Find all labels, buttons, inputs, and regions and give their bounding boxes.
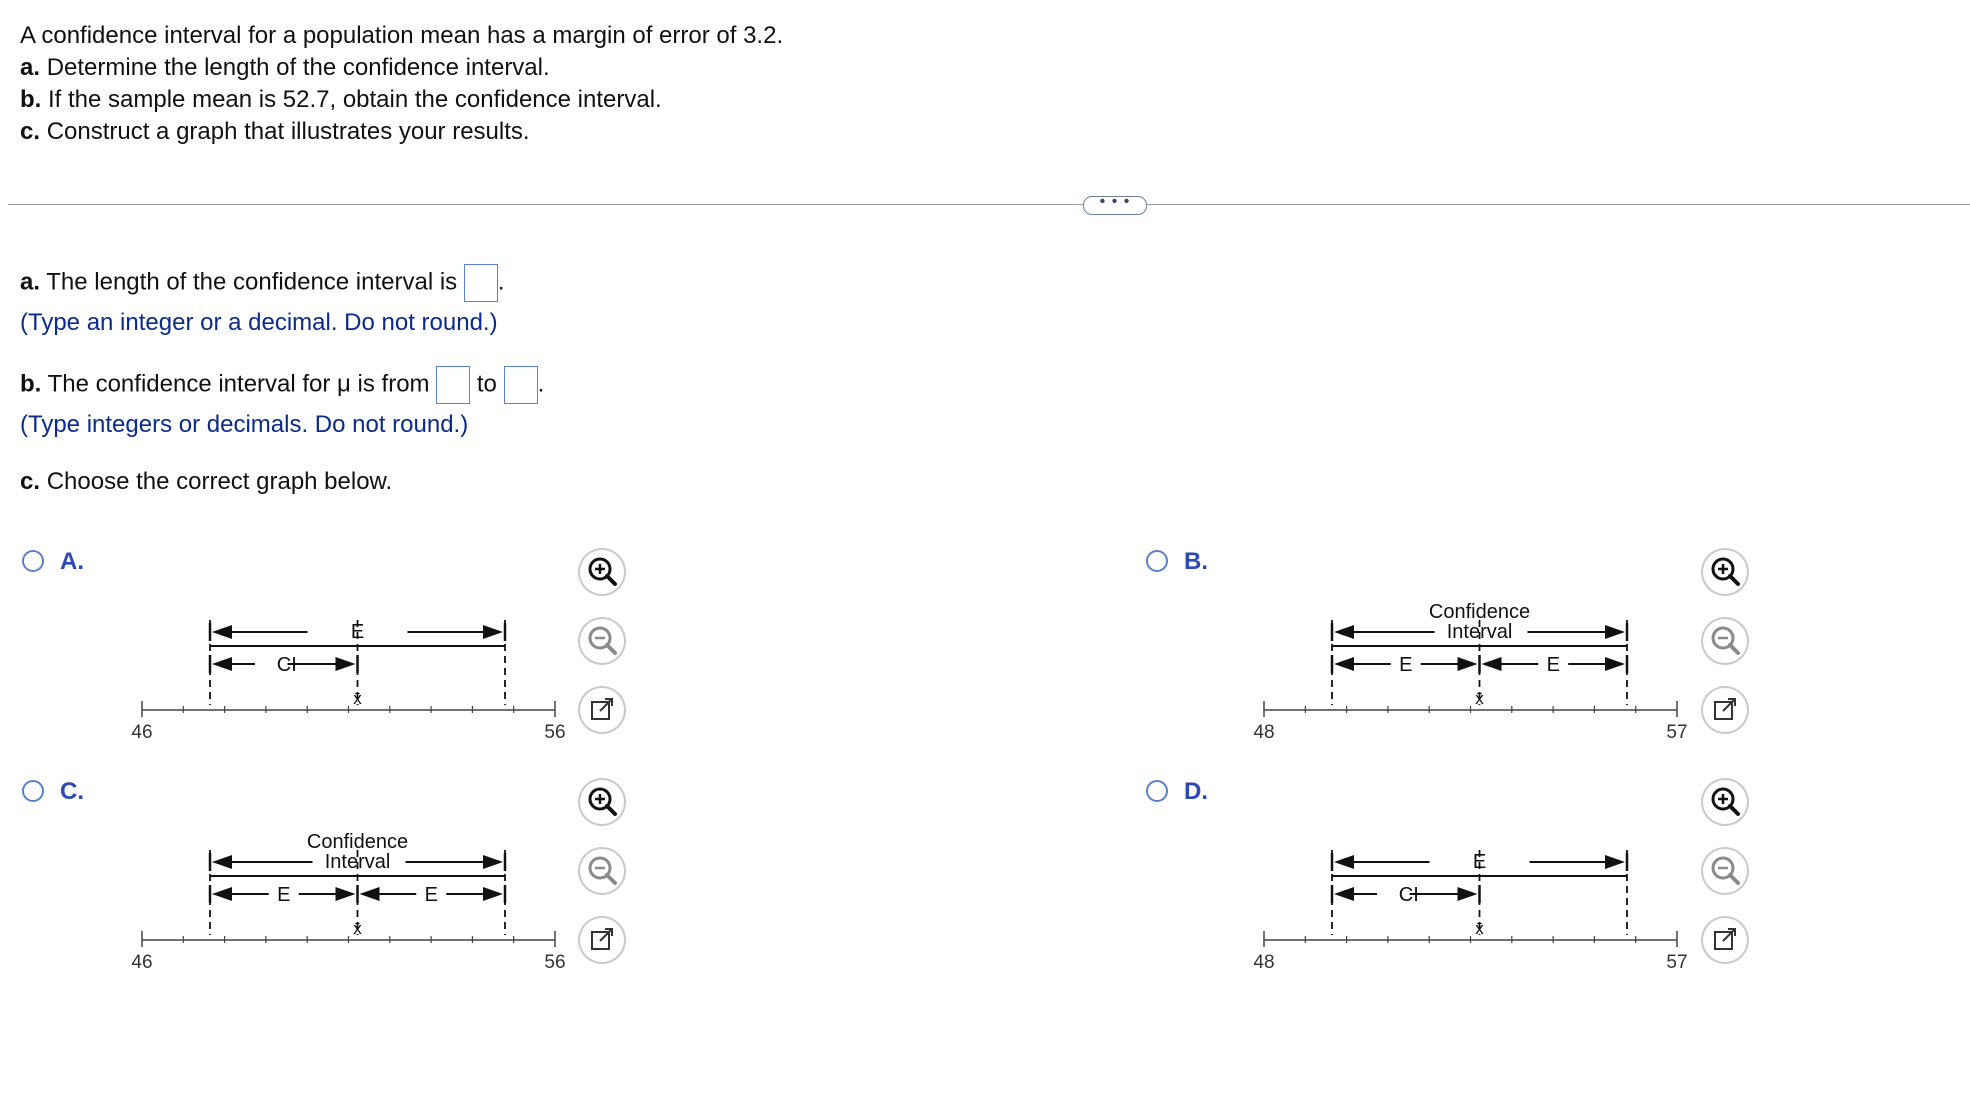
right-arrowhead (483, 855, 503, 869)
bottom-left-arrow-label: E (277, 884, 291, 906)
option-c-graph (120, 810, 580, 980)
option-b-label: B. (1184, 548, 1208, 575)
bottom-arrow-label: CI (1398, 884, 1419, 906)
option-d-radio[interactable] (1146, 780, 1168, 802)
option-d-popout-button[interactable] (1703, 918, 1747, 962)
option-c-zoom-out-button[interactable] (580, 849, 624, 893)
part-c-prompt: c. Choose the correct graph below. (20, 468, 393, 495)
part-a-prompt: a. The length of the confidence interval is . (20, 264, 505, 302)
axis-max-label: 57 (1666, 722, 1688, 743)
option-d-zoom-out-button[interactable] (1703, 849, 1747, 893)
axis-max-label: 56 (544, 722, 566, 743)
xbar-label: x̄ (353, 919, 362, 938)
left-arrowhead (212, 625, 232, 639)
center-left-arrowhead (336, 887, 356, 901)
option-b-radio[interactable] (1146, 550, 1168, 572)
zoom-out-icon (580, 619, 624, 663)
right-arrowhead (1605, 625, 1625, 639)
zoom-out-icon (1703, 619, 1747, 663)
option-c-label: C. (60, 778, 84, 805)
zoom-out-icon (580, 849, 624, 893)
section-divider (8, 204, 1970, 205)
option-a-label: A. (60, 548, 84, 575)
right-arrowhead (336, 657, 356, 671)
question-line-3: b. If the sample mean is 52.7, obtain the confidence interval. (20, 86, 662, 113)
bottom-right-arrow-label: E (1546, 654, 1560, 676)
left-arrowhead (212, 855, 232, 869)
part-b-hint: (Type integers or decimals. Do not round.) (20, 411, 469, 438)
center-right-arrowhead (1482, 657, 1502, 671)
part-b-from-input[interactable] (436, 366, 470, 404)
option-b-graph (1242, 580, 1702, 750)
zoom-in-icon (580, 780, 624, 824)
zoom-in-icon (1703, 550, 1747, 594)
popout-icon (1703, 688, 1747, 732)
option-d-graph (1242, 810, 1702, 980)
right-arrowhead (1458, 887, 1478, 901)
bottom-left-arrow-label: E (1399, 654, 1413, 676)
popout-icon (1703, 918, 1747, 962)
question-line-4: c. Construct a graph that illustrates your results. (20, 118, 530, 145)
popout-icon (580, 688, 624, 732)
left-arrowhead (1334, 887, 1354, 901)
zoom-out-icon (1703, 849, 1747, 893)
left-arrowhead (212, 657, 232, 671)
option-a-graph (120, 580, 580, 750)
popout-icon (580, 918, 624, 962)
part-a-hint: (Type an integer or a decimal. Do not round.) (20, 309, 498, 336)
xbar-label: x̄ (1475, 689, 1484, 708)
option-c-radio[interactable] (22, 780, 44, 802)
part-b-prompt: b. The confidence interval for μ is from to . (20, 366, 544, 404)
question-line-2: a. Determine the length of the confidence interval. (20, 54, 550, 81)
option-a-popout-button[interactable] (580, 688, 624, 732)
option-a-radio[interactable] (22, 550, 44, 572)
option-b-popout-button[interactable] (1703, 688, 1747, 732)
right-arrowhead (1605, 855, 1625, 869)
axis-max-label: 57 (1666, 952, 1688, 973)
option-a-zoom-out-button[interactable] (580, 619, 624, 663)
left-arrowhead (1334, 855, 1354, 869)
xbar-label: x̄ (1475, 919, 1484, 938)
left-arrowhead (1334, 625, 1354, 639)
axis-min-label: 46 (131, 722, 153, 743)
top-arrow-label: E (1472, 851, 1487, 873)
option-b-zoom-out-button[interactable] (1703, 619, 1747, 663)
top-arrow-label-2: Interval (1446, 621, 1513, 643)
top-arrow-label: E (350, 621, 365, 643)
xbar-label: x̄ (353, 689, 362, 708)
zoom-in-icon (580, 550, 624, 594)
option-c-zoom-in-button[interactable] (580, 780, 624, 824)
axis-min-label: 48 (1253, 952, 1275, 973)
axis-min-label: 46 (131, 952, 153, 973)
top-arrow-label-2: Interval (324, 851, 391, 873)
left-arrowhead (1334, 657, 1354, 671)
option-b-zoom-in-button[interactable] (1703, 550, 1747, 594)
left-arrowhead (212, 887, 232, 901)
bottom-right-arrow-label: E (424, 884, 438, 906)
center-right-arrowhead (360, 887, 380, 901)
right-arrowhead (483, 887, 503, 901)
option-c-popout-button[interactable] (580, 918, 624, 962)
part-a-answer-input[interactable] (464, 264, 498, 302)
question-line-1: A confidence interval for a population mean has a margin of error of 3.2. (20, 22, 784, 49)
more-options-button[interactable]: • • • (1083, 196, 1147, 215)
top-arrow-label-1: Confidence (306, 831, 409, 853)
option-d-zoom-in-button[interactable] (1703, 780, 1747, 824)
center-left-arrowhead (1458, 657, 1478, 671)
zoom-in-icon (1703, 780, 1747, 824)
bottom-arrow-label: CI (276, 654, 297, 676)
right-arrowhead (1605, 657, 1625, 671)
axis-max-label: 56 (544, 952, 566, 973)
right-arrowhead (483, 625, 503, 639)
top-arrow-label-1: Confidence (1428, 601, 1531, 623)
axis-min-label: 48 (1253, 722, 1275, 743)
option-d-label: D. (1184, 778, 1208, 805)
option-a-zoom-in-button[interactable] (580, 550, 624, 594)
part-b-to-input[interactable] (504, 366, 538, 404)
